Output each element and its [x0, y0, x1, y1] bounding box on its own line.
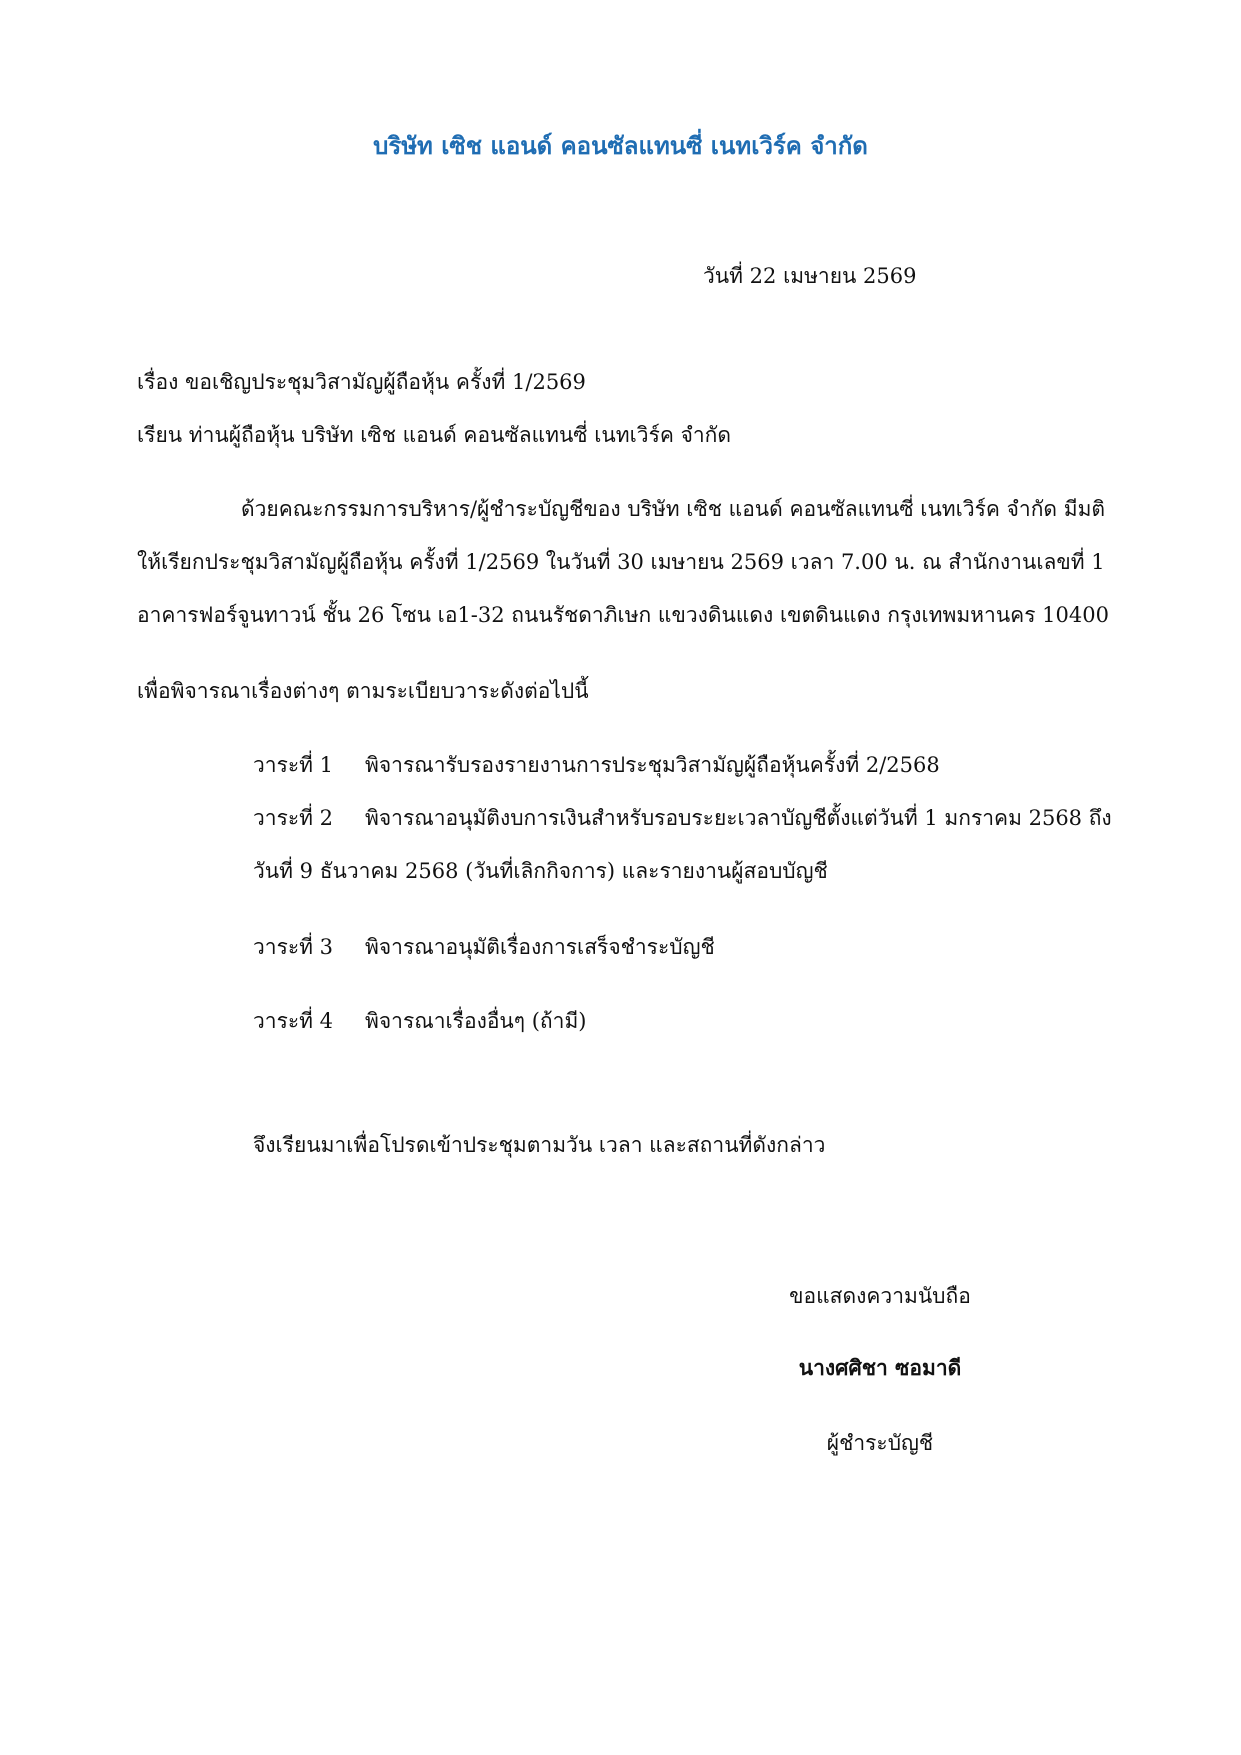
agenda-item-text: พิจารณาอนุมัติงบการเงินสำหรับรอบระยะเวลาบัญชีตั้งแต่วันที่ 1 มกราคม 2568 ถึง [365, 806, 1112, 830]
agenda-item-1 [253, 750, 940, 780]
agenda-item-2-continuation: วันที่ 9 ธันวาคม 2568 (วันที่เลิกกิจการ) และรายงานผู้สอบบัญชี [253, 859, 828, 883]
letter-date: วันที่ 22 เมษายน 2569 [703, 264, 917, 288]
agenda-item-3 [253, 932, 715, 962]
signatory-position: ผู้ชำระบัญชี [826, 1431, 934, 1455]
agenda-item-2 [253, 803, 1112, 833]
closing-line: จึงเรียนมาเพื่อโปรดเข้าประชุมตามวัน เวลา และสถานที่ดังกล่าว [253, 1133, 826, 1157]
letter-subject: เรื่อง ขอเชิญประชุมวิสามัญผู้ถือหุ้น ครั้งที่ 1/2569 [137, 370, 586, 394]
letter-addressee: เรียน ท่านผู้ถือหุ้น บริษัท เซิช แอนด์ คอนซัลแทนซี่ เนทเวิร์ค จำกัด [137, 423, 732, 447]
body-paragraph-line-2: ให้เรียกประชุมวิสามัญผู้ถือหุ้น ครั้งที่ 1/2569 ในวันที่ 30 เมษายน 2569 เวลา 7.00 น. ณ สำนักงานเลขที่ 1 [137, 550, 1105, 574]
agenda-item-number: วาระที่ 4 [253, 1009, 334, 1033]
body-paragraph-line-1: ด้วยคณะกรรมการบริหาร/ผู้ชำระบัญชีของ บริษัท เซิช แอนด์ คอนซัลแทนซี่ เนทเวิร์ค จำกัด มีมติ [241, 497, 1106, 521]
agenda-item-number: วาระที่ 1 [253, 753, 334, 777]
agenda-item-number: วาระที่ 3 [253, 935, 334, 959]
agenda-item-4 [253, 1006, 586, 1036]
signatory-name: นางศศิชา ซอมาดี [798, 1355, 962, 1380]
body-paragraph-line-3: อาคารฟอร์จูนทาวน์ ชั้น 26 โซน เอ1-32 ถนนรัชดาภิเษก แขวงดินแดง เขตดินแดง กรุงเทพมหานคร 10400 [137, 603, 1109, 627]
agenda-item-text: พิจารณาอนุมัติเรื่องการเสร็จชำระบัญชี [365, 935, 715, 959]
body-paragraph-line-4: เพื่อพิจารณาเรื่องต่างๆ ตามระเบียบวาระดังต่อไปนี้ [137, 679, 589, 703]
agenda-item-number: วาระที่ 2 [253, 806, 334, 830]
agenda-item-text: พิจารณารับรองรายงานการประชุมวิสามัญผู้ถือหุ้นครั้งที่ 2/2568 [365, 753, 940, 777]
agenda-item-text: พิจารณาเรื่องอื่นๆ (ถ้ามี) [365, 1009, 587, 1033]
company-title: บริษัท เซิช แอนด์ คอนซัลแทนซี่ เนทเวิร์ค จำกัด [373, 131, 868, 160]
signature-salutation: ขอแสดงความนับถือ [789, 1284, 971, 1308]
